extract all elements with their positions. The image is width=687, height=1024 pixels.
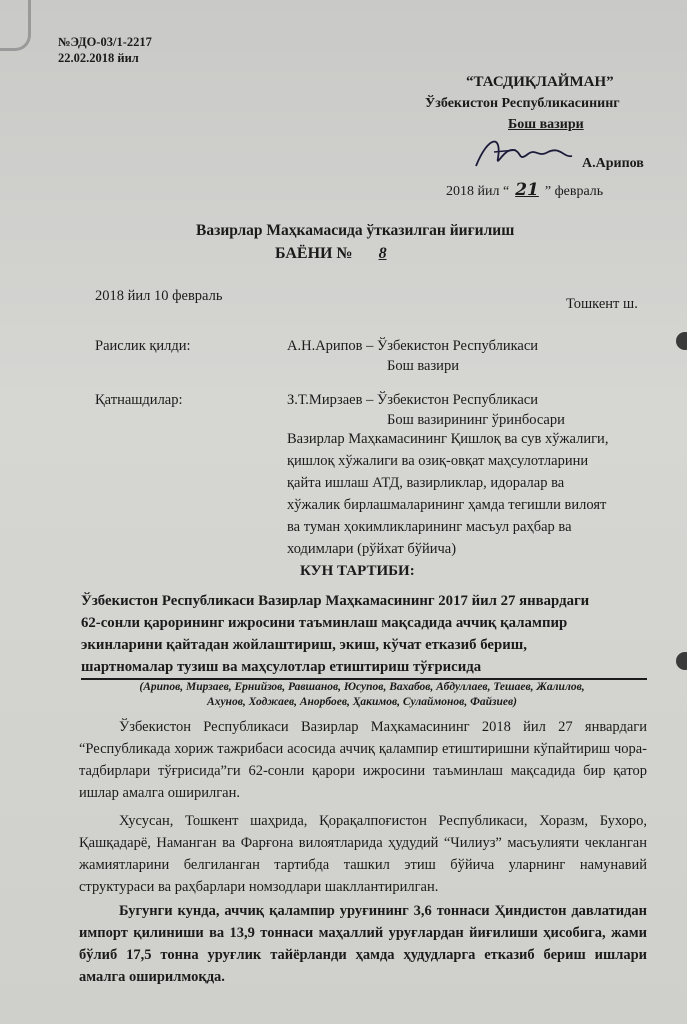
paragraph-3 <box>79 900 647 988</box>
p1-line: Ўзбекистон Республикаси Вазирлар Маҳкамасининг 2018 йил 27 январдаги <box>119 719 647 735</box>
approval-signer: А.Арипов <box>582 156 644 171</box>
participants-line: Вазирлар Маҳкамасининг Қишлоқ ва сув хўжалиги, <box>287 431 609 447</box>
approval-date <box>446 180 603 200</box>
protocol-line <box>275 245 409 263</box>
approval-line1: Ўзбекистон Республикасининг <box>425 96 620 111</box>
agenda-line: Ўзбекистон Республикаси Вазирлар Маҳкамасининг 2017 йил 27 январдаги <box>81 593 590 609</box>
p1-line: “Республикада хориж тажрибаси асосида аччиқ қалампир етиштиришни <box>79 741 530 757</box>
meeting-date: 2018 йил 10 февраль <box>95 288 223 304</box>
meeting-city: Тошкент ш. <box>566 296 638 312</box>
doc-number: №ЭДО-03/1-2217 <box>58 35 152 49</box>
speakers-line: (Арипов, Мирзаев, Ернийзов, Равшанов, Юсупов, Вахабов, Абдуллаев, Тешаев, Жалилов, <box>139 681 585 693</box>
protocol-label: БАЁНИ № <box>275 245 353 262</box>
p3-line: импорт қилиниши ва 13,9 тоннаси маҳаллий уруғлардан йиғилиши ҳисобига, жами <box>79 925 647 941</box>
signature-image <box>468 128 578 178</box>
speakers-line: Ахунов, Ходжаев, Анорбоев, Ҳакимов, Сулаймонов, Файзиев) <box>207 696 517 708</box>
p3-line: бўлиб 17,5 тонна уруғлик тайёрланди ҳамда ҳудудларга етказиб бериш ишлари <box>79 947 647 963</box>
participants-label: Қатнашдилар: <box>95 392 183 408</box>
p3-line: амалга оширилмоқда. <box>79 969 225 985</box>
paragraph-2 <box>79 810 647 898</box>
agenda-title: КУН ТАРТИБИ: <box>300 563 415 579</box>
paper-clip <box>0 0 31 51</box>
approval-date-suffix: ” февраль <box>544 184 604 199</box>
p2-line: Қашқадарё, Наманган ва Фарғона вилоятларида ҳудудий “Чилиуз” масъулияти <box>79 835 580 851</box>
participants-others <box>287 428 643 560</box>
approval-line2: Бош вазири <box>508 117 584 132</box>
chair-position: Бош вазири <box>387 358 459 374</box>
participant-position: Бош вазирининг ўринбосари <box>387 412 565 428</box>
participants-line: қайта ишлаш АТД, вазирликлар, идоралар ва <box>287 475 565 491</box>
doc-number-block <box>58 34 152 66</box>
p2-line: Хусусан, Тошкент шаҳрида, Қорақалпоғистон Республикаси, Хоразм, Бухоро, <box>119 813 647 829</box>
protocol-number: 8 <box>378 245 387 262</box>
agenda-line: экинларини қайтадан жойлаштириш, экиш, кўчат етказиб бериш, <box>81 637 527 653</box>
paragraph-1 <box>79 716 647 804</box>
punch-hole <box>676 332 687 350</box>
participants-line: ходимлари (рўйхат бўйича) <box>287 541 457 557</box>
chair-label: Раислик қилди: <box>95 338 191 354</box>
approval-title: “ТАСДИҚЛАЙМАН” <box>466 74 614 90</box>
approval-date-day: 21 <box>515 180 539 200</box>
chair-name: А.Н.Арипов – Ўзбекистон Республикаси <box>287 338 539 354</box>
agenda-speakers <box>102 680 622 710</box>
approval-date-prefix: 2018 йил “ <box>446 184 510 199</box>
participants-line: хўжалик бирлашмаларининг ҳамда тегишли вилоят <box>287 497 607 513</box>
p1-line: мақсадида бир қатор ишлар амалга оширилган. <box>79 763 648 801</box>
p3-line: Бугунги кунда, аччиқ қалампир уруғининг 3,6 тоннаси Ҳиндистон давлатидан <box>119 903 647 919</box>
meeting-title: Вазирлар Маҳкамасида ўтказилган йиғилиш <box>196 222 515 239</box>
p2-line: уларнинг намунавий структураси ва раҳбарлари номзодлари шакллантирилган. <box>79 857 647 895</box>
punch-hole <box>676 652 687 670</box>
participant-name: З.Т.Мирзаев – Ўзбекистон Республикаси <box>287 392 538 408</box>
agenda-item <box>81 590 647 680</box>
p2-line: чекланган жамиятларини белгиланган тартибда ташкил этиш бўйича <box>79 835 648 873</box>
agenda-line: шартномалар тузиш ва маҳсулотлар етиштириш тўғрисида <box>81 656 647 680</box>
agenda-line: 62-сонли қарорининг ижросини таъминлаш мақсадида аччиқ қалампир <box>81 615 568 631</box>
p1-line: кўпайтириш чора-тадбирлари тўғрисида”ги 62-сонли қарори ижросини таъминлаш <box>79 741 648 779</box>
participants-line: қишлоқ хўжалиги ва озиқ-овқат маҳсулотларини <box>287 453 589 469</box>
doc-date: 22.02.2018 йил <box>58 51 139 65</box>
participants-line: ва туман ҳокимликларининг масъул раҳбар ва <box>287 519 572 535</box>
